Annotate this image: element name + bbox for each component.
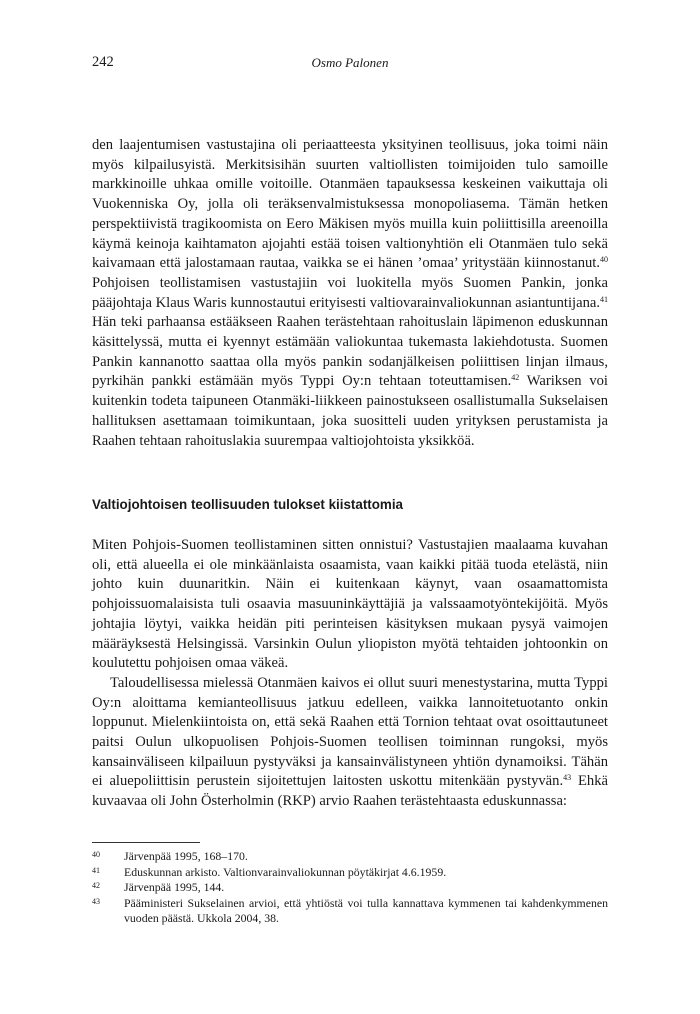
footnote-41 — [92, 865, 608, 881]
text-segment: Pohjoisen teollistamisen vastustajiin voi luokitella myös Suomen Pankin, jonka pääjohtaja Klaus Waris kunnostautui erityisesti valtiovarainvaliokunnan asiantuntijana. — [92, 274, 608, 311]
text-segment: Taloudellisessa mielessä Otanmäen kaivos ei ollut suuri menestystarina, mutta Typpi Oy:n aloittama kemianteollisuus jatkuu edelleen, vaikka lannoitetuotanto onkin loppunut. Mielenkiintoista on, että sekä Raahen että Tornion tehtaat ovat osoittautuneet paitsi Oulun ulkopuolisen Pohjois-Suomen teollisen toiminnan rungoksi, myös kansainväliseen kilpailuun pystyväksi ja kansainvälistyneen yhtiön dynamoiksi. Tähän ei aluepoliittisin perustein sijoitettujen laitosten uskottu mitenkään pystyvän. — [92, 674, 608, 790]
footnote-number: 42 — [92, 881, 100, 891]
footnote-separator — [92, 842, 200, 843]
footnote-text: Eduskunnan arkisto. Valtionvarainvaliokunnan pöytäkirjat 4.6.1959. — [124, 864, 447, 879]
paragraph — [92, 674, 608, 812]
text-segment: Hän teki parhaansa estääkseen Raahen terästehtaan rahoituslain läpimenon eduskunnan käsittelyssä, mutta ei kyennyt estämään valiokuntaa tukemasta lakiehdotusta. Suomen Pankin kannanotto saattaa olla myös pankin sodanjälkeisen poliittisen linjan ilmaus, pyrkihän pankki estämään myös Typpi Oy:n tehtaan toteuttamisen. — [92, 314, 608, 390]
page-number: 242 — [92, 54, 114, 70]
footnote-number: 43 — [92, 896, 100, 906]
body-section-1 — [92, 136, 608, 451]
section-heading: Valtiojohtoisen teollisuuden tulokset kiistattomia — [92, 497, 404, 512]
paragraph — [92, 136, 608, 451]
footnote-40 — [92, 849, 608, 865]
page-header — [92, 54, 608, 74]
text-segment: den laajentumisen vastustajina oli periaatteesta yksityinen teollisuus, joka toimi näin myös kilpailusyistä. Merkitsisihän suurten valtiollisten toimijoiden tulo samoille markkinoille uhkaa omille voitoille. Otanmäen tapauksessa keskeinen vaikuttaja oli Vuokenniska Oy, jolla oli teräksenvalmistuksessa monopoliasema. Tämän hetken perspektiivistä tragikoomista on Eero Mäkisen myös muilla kuin poliittisilla areenoilla käymä keinoja kaihtamaton ajojahti estää toisen valtionyhtiön eli Otanmäen tulo sekä kaivamaan että jalostamaan rautaa, vaikka se ei hänen ’omaa’ yritystään kiinnostanut. — [92, 137, 608, 272]
text-segment: Wariksen voi kuitenkin todeta taipuneen Otanmäki-liikkeen painostukseen osallistumalla Sukselaisen hallituksen asettamaan toimikuntaan, joka suositteli uuden yrityksen perustamista ja Raahen tehtaan rahoituslakia suurempaa valtiojohtoista yksikköä. — [92, 373, 608, 449]
footnote-ref-41[interactable]: 41 — [600, 294, 608, 304]
footnote-ref-42[interactable]: 42 — [511, 373, 520, 383]
footnote-43 — [92, 896, 608, 927]
footnote-text: Järvenpää 1995, 144. — [124, 880, 225, 895]
running-head: Osmo Palonen — [311, 55, 389, 70]
text-segment: Ehkä kuvaavaa oli John Österholmin (RKP) arvio Raahen terästehtaasta eduskunnassa: — [92, 773, 609, 810]
footnote-text: Järvenpää 1995, 168–170. — [124, 849, 248, 863]
paragraph: Miten Pohjois-Suomen teollistaminen sitten onnistui? Vastustajien maalaama kuvahan oli, että alueella ei ole minkäänlaista osaamista, vaan kaikki pitää tuoda etelästä, niin johto kuin duunaritkin. Näin ei kuitenkaan käynyt, vaan osaamattomista pohjoissuomalaisista tuli osaavia masuuninkäyttäjiä ja valssaamotyöntekijöitä. Myös johtajia löytyi, vaikka heidän piti perinteisen käsityksen mukaan pysyä vaimojen määräyksestä Helsingissä. Varsinkin Oulun yliopiston myötä tehtaiden johtoonkin on koulutettu pohjoisen omaa väkeä. — [92, 537, 608, 672]
footnote-number: 41 — [92, 865, 100, 875]
footnote-ref-43[interactable]: 43 — [563, 773, 572, 783]
footnotes — [92, 849, 608, 927]
footnote-text: Pääministeri Sukselainen arvioi, että yhtiöstä voi tulla kannattava kymmenen tai kahdenkymmenen vuoden päästä. Ukkola 2004, 38. — [124, 895, 608, 926]
footnote-ref-40[interactable]: 40 — [600, 255, 608, 265]
footnote-number: 40 — [92, 850, 100, 859]
body-section-2 — [92, 536, 608, 812]
footnote-42 — [92, 880, 608, 896]
